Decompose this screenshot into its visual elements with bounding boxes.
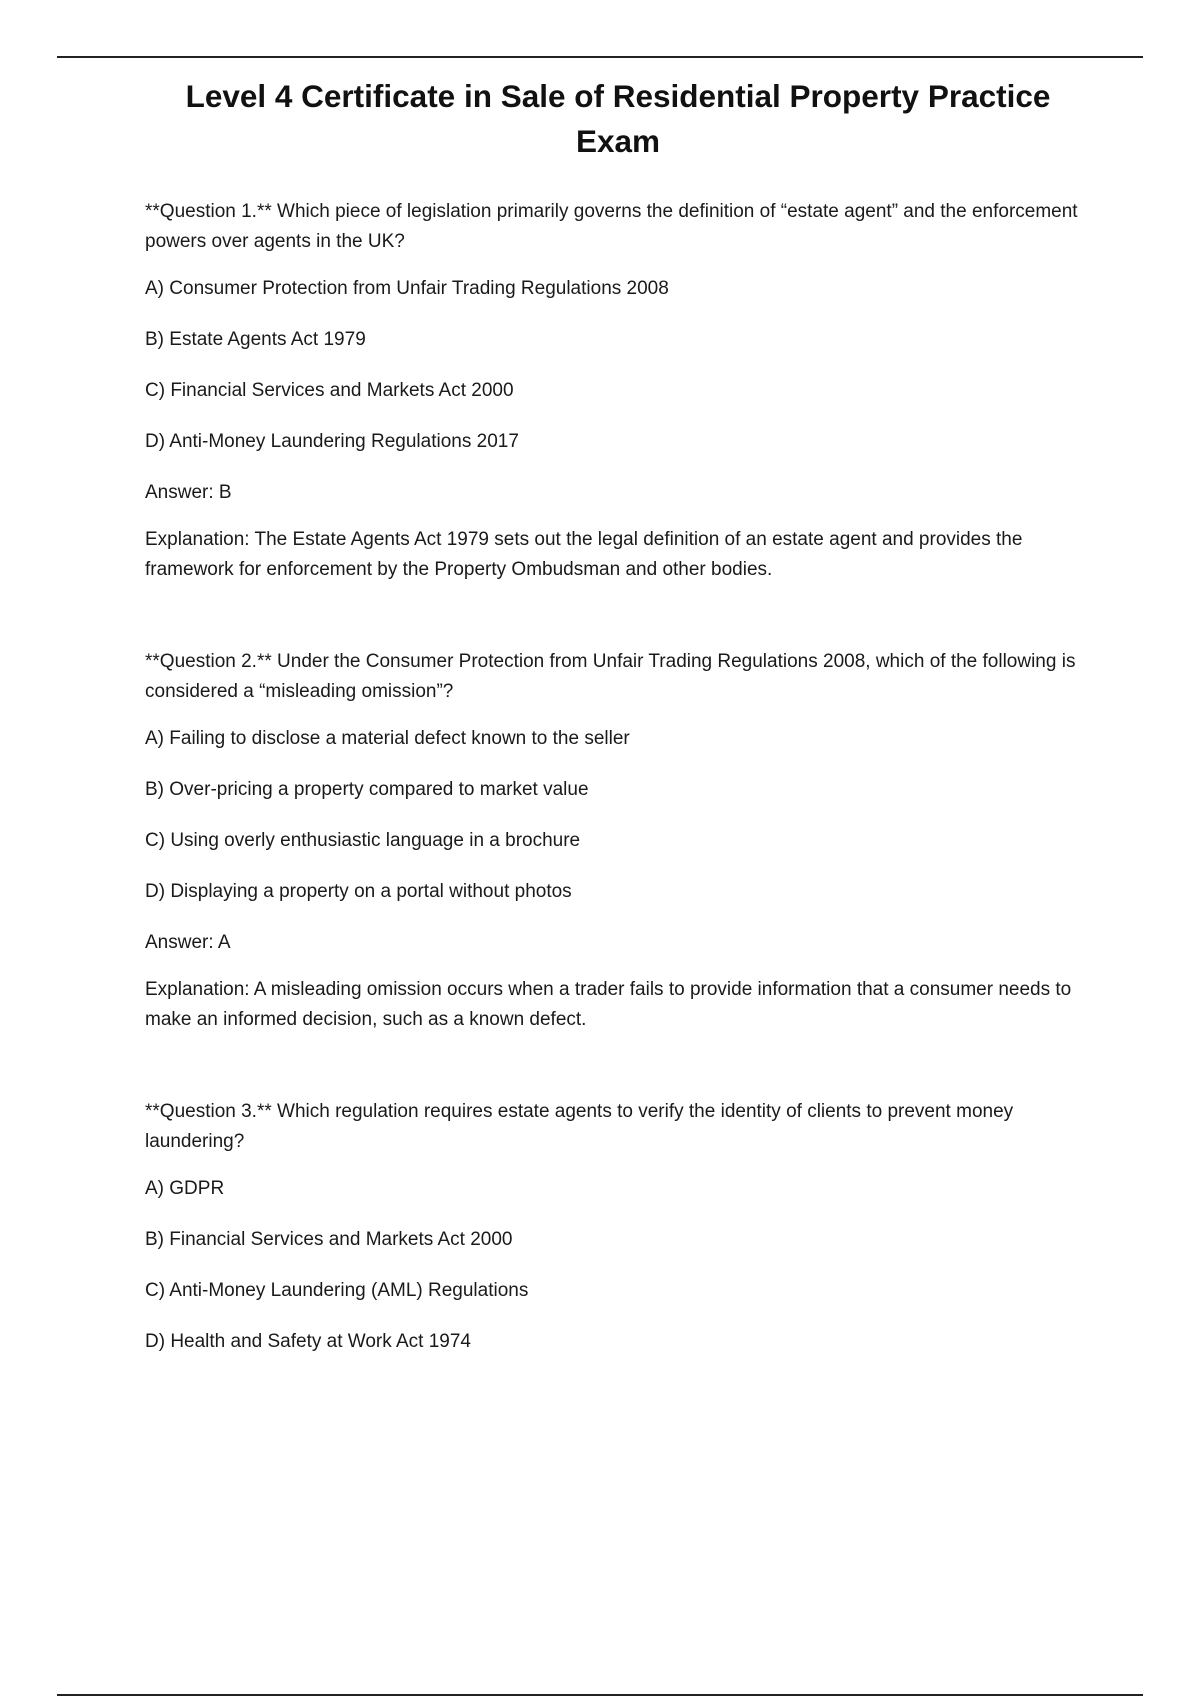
answer-option-b: B) Financial Services and Markets Act 2000 [145,1229,513,1250]
answer-option-b: B) Estate Agents Act 1979 [145,329,366,350]
question-3 [145,1097,1100,1357]
question-body: Which regulation requires estate agents to verify the identity of clients to prevent money laundering? [145,1101,1014,1152]
exam-content [145,197,1100,1378]
question-body: Which piece of legislation primarily governs the definition of “estate agent” and the enforcement powers over agents in the UK? [145,201,1078,252]
answer-explanation: Explanation: The Estate Agents Act 1979 sets out the legal definition of an estate agent and provides the framework for enforcement by the Property Ombudsman and other bodies. [145,529,1023,580]
answer-option-c: C) Financial Services and Markets Act 2000 [145,380,514,401]
answer-option-c: C) Using overly enthusiastic language in a brochure [145,830,581,851]
answer-option-c: C) Anti-Money Laundering (AML) Regulations [145,1280,529,1301]
answer-option-d: D) Displaying a property on a portal without photos [145,881,572,902]
document-title: Level 4 Certificate in Sale of Residential Property Practice Exam [185,78,1051,159]
question-number: **Question 1.** [145,201,272,222]
correct-answer: Answer: A [145,932,231,953]
answer-option-b: B) Over-pricing a property compared to market value [145,779,589,800]
question-text [145,197,1100,257]
question-number: **Question 3.** [145,1101,272,1122]
question-number: **Question 2.** [145,651,272,672]
answer-option-a: A) Failing to disclose a material defect known to the seller [145,728,630,749]
answer-option-a: A) GDPR [145,1178,225,1199]
question-text [145,647,1100,707]
top-divider [57,56,1143,58]
correct-answer: Answer: B [145,482,232,503]
question-2 [145,647,1100,1035]
question-1 [145,197,1100,585]
answer-option-a: A) Consumer Protection from Unfair Trading Regulations 2008 [145,278,669,299]
answer-option-d: D) Anti-Money Laundering Regulations 2017 [145,431,519,452]
answer-option-d: D) Health and Safety at Work Act 1974 [145,1331,471,1352]
question-body: Under the Consumer Protection from Unfair Trading Regulations 2008, which of the following is considered a “misleading omission”? [145,651,1076,702]
bottom-divider [57,1694,1143,1696]
answer-explanation: Explanation: A misleading omission occurs when a trader fails to provide information that a consumer needs to make an informed decision, such as a known defect. [145,979,1072,1030]
question-text [145,1097,1100,1157]
